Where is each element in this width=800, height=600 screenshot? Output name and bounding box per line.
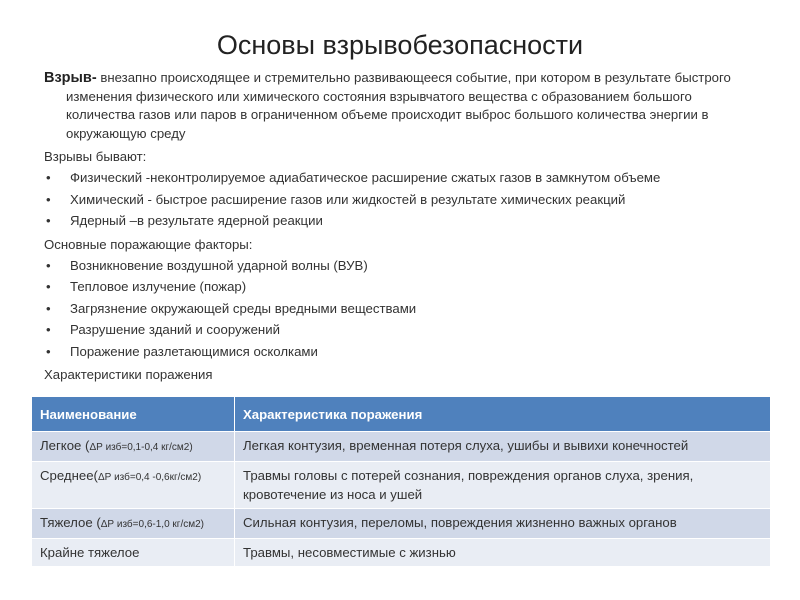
factors-heading: Основные поражающие факторы: <box>44 236 253 252</box>
list-item: • Возникновение воздушной ударной волны (ВУВ) <box>44 257 764 276</box>
definition-text: внезапно происходящее и стремительно развивающееся событие, при котором в результате быстрого изменения физического или химического состояния взрывчатого вещества с образованием большого количества газов или паров в ограниченном объеме происходит выброс большого количества энергии в окружающую среду <box>66 70 731 141</box>
description-cell: Легкая контузия, временная потеря слуха, ушибы и вывихи конечностей <box>235 432 771 462</box>
pressure-note: ΔР изб=0,4 -0,6кг/см2) <box>97 472 202 483</box>
description-cell: Травмы головы с потерей сознания, повреждения органов слуха, зрения, кровотечение из носа и ушей <box>235 462 771 509</box>
table-row <box>32 509 771 539</box>
definition-term: Взрыв- <box>44 70 97 86</box>
column-header-description: Характеристика поражения <box>235 397 771 432</box>
table-row <box>32 432 771 462</box>
list-item: • Разрушение зданий и сооружений <box>44 321 764 340</box>
severity-name: Легкое ( <box>40 438 90 453</box>
pressure-note: ΔР изб=0,6-1,0 кг/см2) <box>100 519 204 530</box>
definition <box>44 69 764 143</box>
damage-table <box>31 396 771 567</box>
severity-name: Тяжелое ( <box>40 515 101 530</box>
table-header-row <box>32 397 771 432</box>
list-item: • Химический - быстрое расширение газов или жидкостей в результате химических реакций <box>44 191 764 210</box>
severity-name: Среднее( <box>40 468 98 483</box>
table-row <box>32 462 771 509</box>
severity-cell <box>32 509 235 539</box>
list-item: • Тепловое излучение (пожар) <box>44 278 764 297</box>
table-heading: Характеристики поражения <box>44 367 213 382</box>
severity-name: Крайне тяжелое <box>40 545 140 560</box>
list-item: • Ядерный –в результате ядерной реакции <box>44 212 764 231</box>
slide-body <box>44 69 764 385</box>
description-cell: Сильная контузия, переломы, повреждения жизненно важных органов <box>235 509 771 539</box>
severity-cell <box>32 539 235 567</box>
list-item: • Физический -неконтролируемое адиабатическое расширение сжатых газов в замкнутом объеме <box>44 169 764 188</box>
slide-title: Основы взрывобезопасности <box>216 30 584 60</box>
list-item: • Поражение разлетающимися осколками <box>44 343 764 362</box>
pressure-note: ΔР изб=0,1-0,4 кг/см2) <box>89 442 193 453</box>
severity-cell <box>32 432 235 462</box>
severity-cell <box>32 462 235 509</box>
column-header-name: Наименование <box>32 397 235 432</box>
table-row <box>32 539 771 567</box>
description-cell: Травмы, несовместимые с жизнью <box>235 539 771 567</box>
types-heading: Взрывы бывают: <box>44 149 147 164</box>
list-item: • Загрязнение окружающей среды вредными веществами <box>44 300 764 319</box>
